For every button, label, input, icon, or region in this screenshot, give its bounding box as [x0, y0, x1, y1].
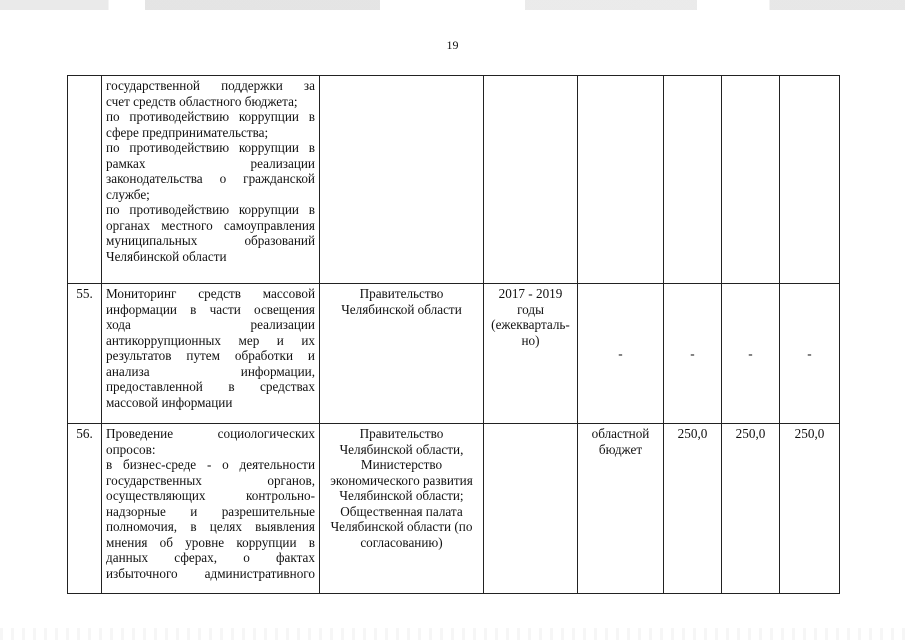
- event-text: государственной поддержки за счет средств областного бюджета; по противодействию коррупции в сфере предпринимательства; по противодействию коррупции в рамках реализации законодательства о гражданской службе; по противодействию коррупции в органах местного самоуправления муниципальных образований Челябинской области: [102, 76, 320, 284]
- value-2019: 250,0: [780, 424, 840, 594]
- value-2018: [722, 76, 780, 284]
- executor-cell: Правительство Челябинской области: [320, 284, 484, 424]
- value-2017: -: [664, 284, 722, 424]
- executor-cell: [320, 76, 484, 284]
- event-text: Проведение социологических опросов: в бизнес-среде - о деятельности государственных органов, осуществляющих контрольно- надзорные и разрешительные полномочия, в целях выявления мнения об уровне коррупции в данных сферах, о фактах избыточного административного: [102, 424, 320, 594]
- funding-source-cell: -: [578, 284, 664, 424]
- value-2017: 250,0: [664, 424, 722, 594]
- row-number: 55.: [68, 284, 102, 424]
- table-row: [68, 284, 840, 424]
- event-text: Мониторинг средств массовой информации в части освещения хода реализации антикоррупционных мер и их результатов путем обработки и анализа информации, предоставленной в средствах массовой информации: [102, 284, 320, 424]
- value-2017: [664, 76, 722, 284]
- period-cell: [484, 424, 578, 594]
- scan-edge-bottom: [0, 628, 905, 640]
- value-2019: [780, 76, 840, 284]
- page-number: 19: [446, 38, 459, 52]
- funding-source-cell: [578, 76, 664, 284]
- table-row: [68, 76, 840, 284]
- table-row: [68, 424, 840, 594]
- value-2019: -: [780, 284, 840, 424]
- value-2018: 250,0: [722, 424, 780, 594]
- row-number: [68, 76, 102, 284]
- period-cell: [484, 76, 578, 284]
- funding-source-cell: областной бюджет: [578, 424, 664, 594]
- period-cell: 2017 - 2019 годы (ежекварталь- но): [484, 284, 578, 424]
- row-number: 56.: [68, 424, 102, 594]
- scan-edge-top: [0, 0, 905, 10]
- measures-table: [67, 75, 840, 594]
- executor-cell: Правительство Челябинской области, Министерство экономического развития Челябинской области; Общественная палата Челябинской области (по согласованию): [320, 424, 484, 594]
- value-2018: -: [722, 284, 780, 424]
